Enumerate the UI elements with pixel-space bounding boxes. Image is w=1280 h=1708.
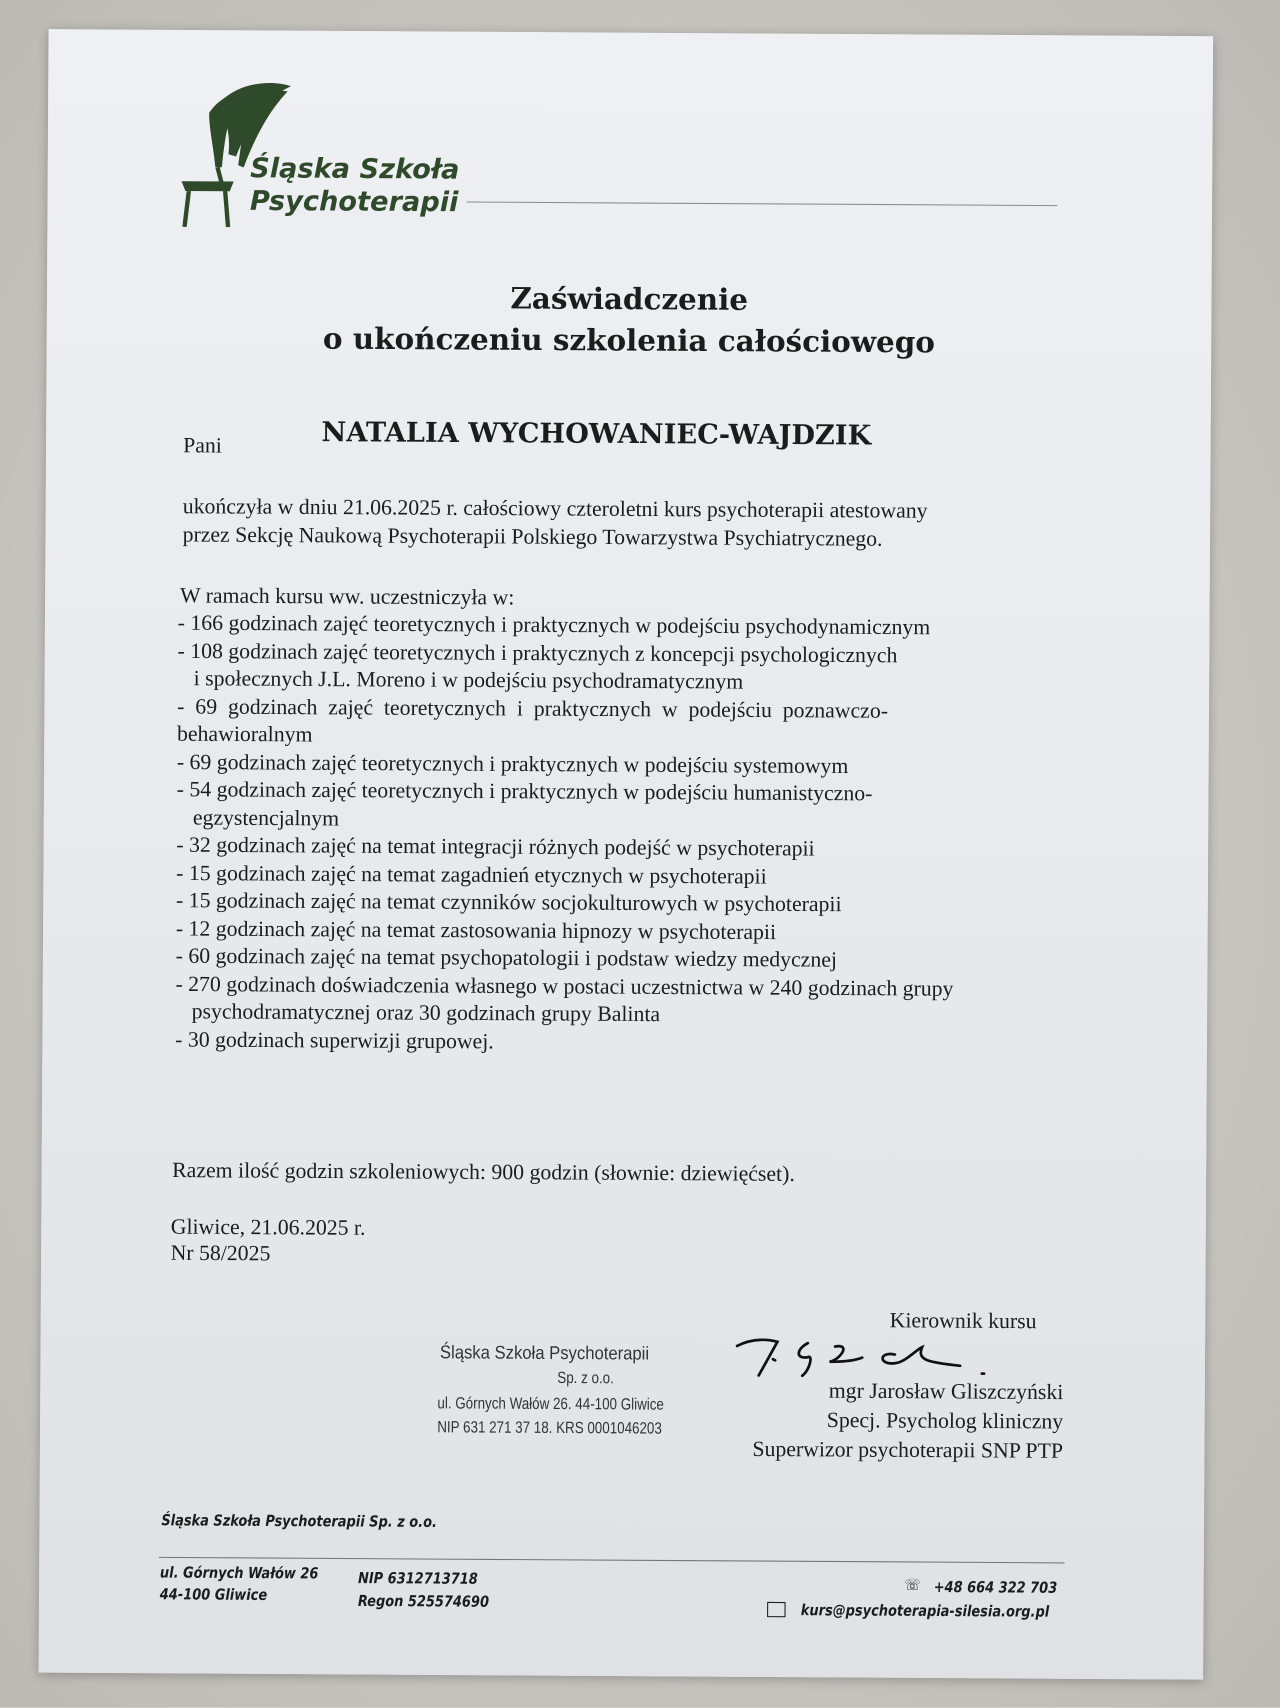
course-item: - 270 godzinach doświadczenia własnego w postaci uczestnictwa w 240 godzinach grupy bbox=[175, 971, 954, 1001]
course-item: - 60 godzinach zajęć na temat psychopatologii i podstaw wiedzy medycznej bbox=[175, 944, 838, 973]
course-item: - 69 godzinach zajęć teoretycznych i praktycznych w podejściu systemowym bbox=[176, 749, 849, 778]
intro-line-2: przez Sekcję Naukową Psychoterapii Polskiego Towarzystwa Psychiatrycznego. bbox=[182, 522, 883, 552]
mail-icon bbox=[767, 1602, 786, 1617]
signatory-title-1: Specj. Psycholog kliniczny bbox=[826, 1408, 1064, 1434]
header-divider bbox=[467, 201, 1058, 206]
course-item: - 54 godzinach zajęć teoretycznych i praktycznych w podejściu humanistyczno- bbox=[176, 777, 873, 806]
stamp-line-1: Śląska Szkoła Psychoterapii bbox=[439, 1341, 650, 1364]
course-item: - 166 godzinach zajęć teoretycznych i praktycznych w podejściu psychodynamicznym bbox=[177, 611, 931, 640]
certificate-number: Nr 58/2025 bbox=[170, 1241, 271, 1266]
stamp-line-2: Sp. z o.o. bbox=[557, 1368, 614, 1388]
footer-regon: Regon 525574690 bbox=[357, 1592, 490, 1612]
course-item: i społecznych J.L. Moreno i w podejściu psychodramatycznym bbox=[177, 666, 744, 695]
salutation: Pani bbox=[183, 433, 222, 458]
footer-address-2: 44-100 Gliwice bbox=[159, 1586, 268, 1605]
course-list bbox=[175, 610, 956, 1059]
signatory-name: mgr Jarosław Gliszczyński bbox=[828, 1379, 1064, 1405]
course-item: - 12 godzinach zajęć na temat zastosowania hipnozy w psychoterapii bbox=[175, 916, 777, 945]
logo-line-1: Śląska Szkoła bbox=[250, 152, 460, 186]
footer-company: Śląska Szkoła Psychoterapii Sp. z o.o. bbox=[161, 1512, 437, 1532]
course-item: egzystencjalnym bbox=[176, 805, 340, 831]
course-heading: W ramach kursu ww. uczestniczyła w: bbox=[179, 583, 515, 610]
course-item: - 15 godzinach zajęć na temat zagadnień etycznych w psychoterapii bbox=[176, 860, 767, 889]
footer-email: kurs@psychoterapia-silesia.org.pl bbox=[800, 1602, 1050, 1622]
footer-nip: NIP 6312713718 bbox=[357, 1570, 478, 1589]
stamp-line-4: NIP 631 271 37 18. KRS 0001046203 bbox=[437, 1418, 662, 1439]
phone-icon: ☏ bbox=[904, 1576, 921, 1595]
signatory-title-2: Superwizor psychoterapii SNP PTP bbox=[752, 1437, 1064, 1464]
course-item: - 108 godzinach zajęć teoretycznych i praktycznych z koncepcji psychologicznych bbox=[177, 638, 898, 668]
certificate-document bbox=[39, 29, 1214, 1680]
handwritten-signature bbox=[731, 1326, 1025, 1382]
logo-line-2: Psychoterapii bbox=[249, 184, 459, 218]
course-item: - 15 godzinach zajęć na temat czynników socjokulturowych w psychoterapii bbox=[175, 888, 842, 917]
signatory-role: Kierownik kursu bbox=[889, 1308, 1037, 1334]
course-item: - 30 godzinach superwizji grupowej. bbox=[175, 1027, 494, 1054]
total-hours: Razem ilość godzin szkoleniowych: 900 godzin (słownie: dziewięćset). bbox=[172, 1158, 795, 1187]
course-item: psychodramatycznej oraz 30 godzinach grupy Balinta bbox=[175, 999, 661, 1027]
intro-line-1: ukończyła w dniu 21.06.2025 r. całościowy czteroletni kurs psychoterapii atestowany bbox=[182, 494, 928, 524]
stamp-line-3: ul. Górnych Wałów 26. 44-100 Gliwice bbox=[437, 1394, 664, 1415]
document-subtitle: o ukończeniu szkolenia całościowego bbox=[322, 322, 936, 360]
course-item: - 32 godzinach zajęć na temat integracji różnych podejść w psychoterapii bbox=[176, 833, 815, 861]
course-item: behawioralnym bbox=[176, 722, 313, 747]
footer-address-1: ul. Górnych Wałów 26 bbox=[159, 1564, 319, 1583]
place-date: Gliwice, 21.06.2025 r. bbox=[170, 1215, 366, 1241]
footer-phone: +48 664 322 703 bbox=[933, 1578, 1058, 1598]
document-title: Zaświadczenie bbox=[510, 282, 749, 318]
recipient-name: NATALIA WYCHOWANIEC-WAJDZIK bbox=[321, 416, 872, 452]
course-item: - 69 godzinach zajęć teoretycznych i praktycznych w podejściu poznawczo- bbox=[177, 694, 889, 723]
footer-divider bbox=[159, 1557, 1065, 1564]
